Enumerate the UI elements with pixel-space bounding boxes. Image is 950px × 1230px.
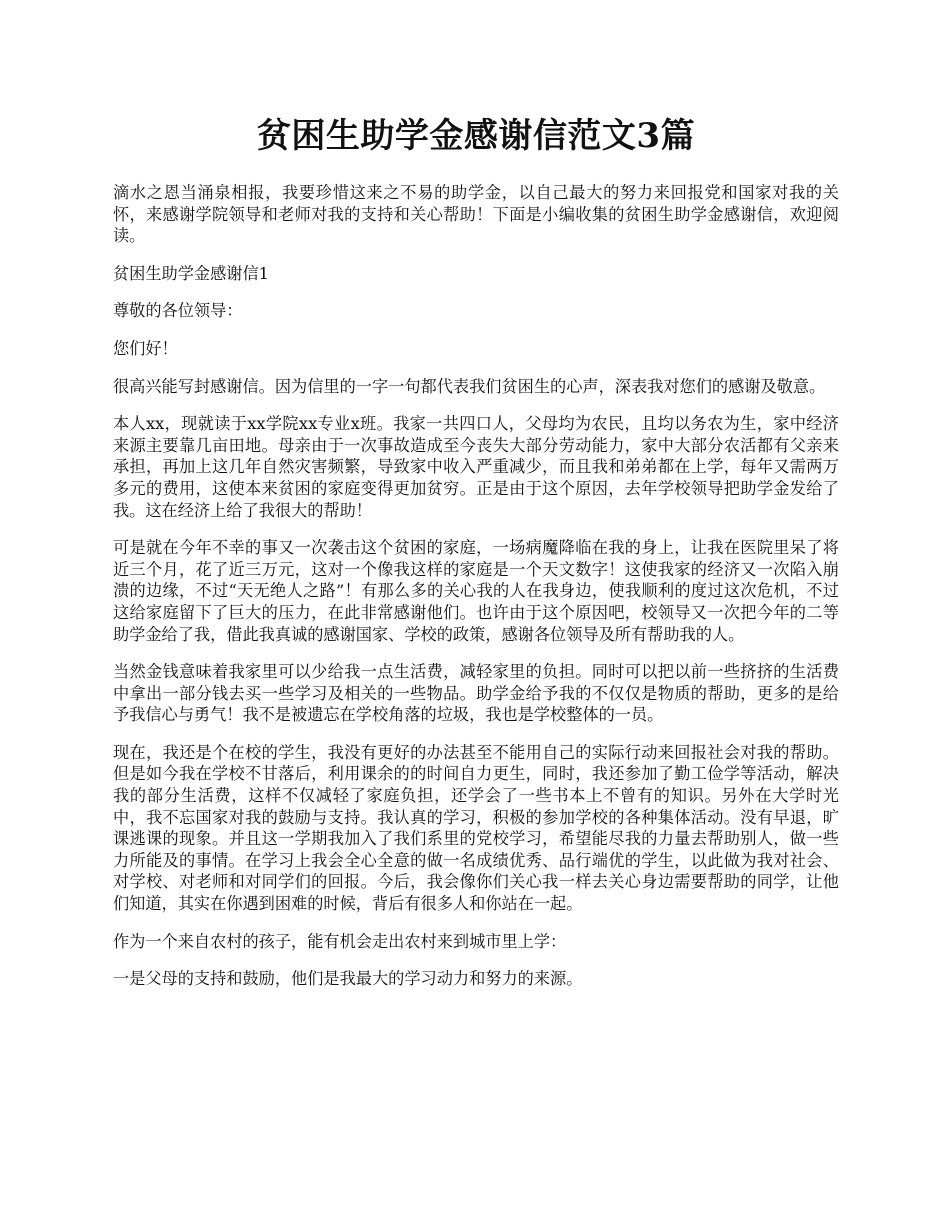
body-paragraph: 本人xx，现就读于xx学院xx专业x班。我家一共四口人，父母均为农民，且均以务农为生，家中经济来源主要靠几亩田地。母亲由于一次事故造成至今丧失大部分劳动能力，家中大部分农活都有父亲来承担，再加上这几年自然灾害频繁，导致家中收入严重减少，而且我和弟弟都在上学，每年又需两万多元的费用，这使本来贫困的家庭变得更加贫穷。正是由于这个原因，去年学校领导把助学金发给了我。这在经济上给了我很大的帮助！ — [113, 414, 839, 520]
body-paragraph: 作为一个来自农村的孩子，能有机会走出农村来到城市里上学： — [113, 931, 567, 951]
body-paragraph: 现在，我还是个在校的学生，我没有更好的办法甚至不能用自己的实际行动来回报社会对我的帮助。但是如今我在学校不甘落后，利用课余的的时间自力更生，同时，我还参加了勤工俭学等活动，解决我的部分生活费，这样不仅减轻了家庭负担，还学会了一些书本上不曾有的知识。另外在大学时光中，我不忘国家对我的鼓励与支持。我认真的学习，积极的参加学校的各种集体活动。没有早退，旷课逃课的现象。并且这一学期我加入了我们系里的党校学习，希望能尽我的力量去帮助别人，做一些力所能及的事情。在学习上我会全心全意的做一名成绩优秀、品行端优的学生，以此做为我对社会、对学校、对老师和对同学们的回报。今后，我会像你们关心我一样去关心身边需要帮助的同学，让他们知道，其实在你遇到困难的时候，背后有很多人和你站在一起。 — [113, 742, 839, 914]
body-paragraph: 当然金钱意味着我家里可以少给我一点生活费，减轻家里的负担。同时可以把以前一些挤挤的生活费中拿出一部分钱去买一些学习及相关的一些物品。助学金给予我的不仅仅是物质的帮助，更多的是给予我信心与勇气！我不是被遗忘在学校角落的垃圾，我也是学校整体的一员。 — [113, 662, 839, 725]
document-page — [113, 110, 839, 1006]
salutation: 尊敬的各位领导： — [113, 301, 243, 321]
body-paragraph: 很高兴能写封感谢信。因为信里的一字一句都代表我们贫困生的心声，深表我对您们的感谢及敬意。 — [113, 376, 826, 396]
greeting: 您们好！ — [113, 338, 178, 358]
body-paragraph: 可是就在今年不幸的事又一次袭击这个贫困的家庭，一场病魔降临在我的身上，让我在医院里呆了将近三个月，花了近三万元，这对一个像我这样的家庭是一个天文数字！这使我家的经济又一次陷入崩溃的边缘，不过“天无绝人之路”！有那么多的关心我的人在我身边，使我顺利的度过这次危机，不过这给家庭留下了巨大的压力，在此非常感谢他们。也许由于这个原因吧，校领导又一次把今年的二等助学金给了我，借此我真诚的感谢国家、学校的政策，感谢各位领导及所有帮助我的人。 — [113, 538, 839, 644]
intro-paragraph: 滴水之恩当涌泉相报，我要珍惜这来之不易的助学金，以自己最大的努力来回报党和国家对我的关怀，来感谢学院领导和老师对我的支持和关心帮助！下面是小编收集的贫困生助学金感谢信，欢迎阅读。 — [113, 183, 839, 246]
body-paragraph: 一是父母的支持和鼓励，他们是我最大的学习动力和努力的来源。 — [113, 969, 583, 989]
document-title: 贫困生助学金感谢信范文3篇 — [256, 116, 696, 156]
letter-heading: 贫困生助学金感谢信1 — [113, 263, 269, 283]
